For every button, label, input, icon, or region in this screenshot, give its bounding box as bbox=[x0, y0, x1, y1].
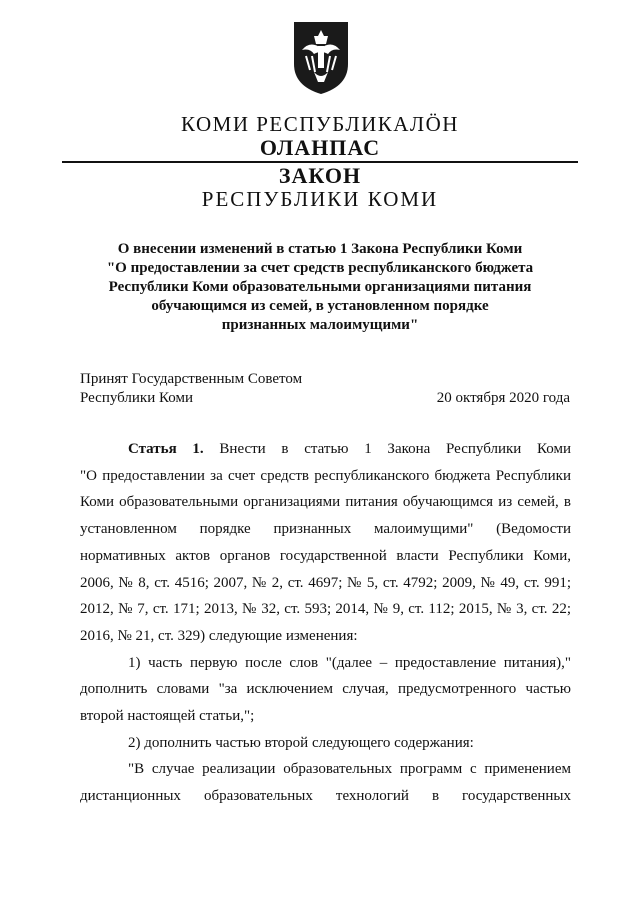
article-first-line bbox=[80, 436, 571, 463]
adoption-note bbox=[80, 370, 302, 408]
item-1-line: дополнить словами "за исключением случая, предусмотренного частью bbox=[80, 681, 571, 698]
item-2-line: 2) дополнить частью второй следующего содержания: bbox=[128, 734, 474, 751]
header-line-olanpas: ОЛАНПАС bbox=[259, 135, 381, 160]
article-line: 2006, № 8, ст. 4516; 2007, № 2, ст. 4697; № 5, ст. 4792; 2009, № 49, ст. 991; bbox=[80, 574, 571, 591]
item-1-line: 1) часть первую после слов "(далее – предоставление питания)," bbox=[128, 654, 571, 671]
article-line: нормативных актов органов государственной власти Республики Коми, bbox=[80, 547, 571, 564]
article-line: Коми образовательными организациями питания обучающимся из семей, в bbox=[80, 494, 571, 511]
adoption-line: Принят Государственным Советом bbox=[80, 371, 303, 387]
subject-line: О внесении изменений в статью 1 Закона Республики Коми bbox=[117, 241, 523, 257]
header-line-komi: КОМИ РЕСПУБЛИКАЛӦН bbox=[181, 112, 459, 136]
item-1-line: второй настоящей статьи,"; bbox=[80, 708, 255, 725]
article-line: установленном порядке признанных малоимущими" (Ведомости bbox=[80, 521, 571, 538]
subject-line: "О предоставлении за счет средств республиканского бюджета bbox=[106, 260, 534, 276]
adoption-date: 20 октября 2020 года bbox=[436, 390, 570, 406]
subject-line: признанных малоимущими" bbox=[221, 317, 419, 333]
article-line: 2016, № 21, ст. 329) следующие изменения: bbox=[80, 627, 358, 644]
article-line: "О предоставлении за счет средств республиканского бюджета Республики bbox=[80, 467, 571, 484]
article-body bbox=[80, 436, 571, 810]
article-label: Статья 1. bbox=[128, 441, 204, 457]
header-line-republic: РЕСПУБЛИКИ КОМИ bbox=[201, 187, 439, 211]
law-subject bbox=[70, 240, 570, 335]
quote-line: дистанционных образовательных технологий в государственных bbox=[80, 788, 571, 805]
article-line: 2012, № 7, ст. 171; 2013, № 32, ст. 593; 2014, № 9, ст. 112; 2015, № 3, ст. 22; bbox=[80, 601, 571, 618]
adoption-line: Республики Коми bbox=[80, 390, 193, 406]
header-line-zakon: ЗАКОН bbox=[278, 163, 362, 188]
subject-line: Республики Коми образовательными организациями питания bbox=[108, 279, 532, 295]
subject-line: обучающимся из семей, в установленном порядке bbox=[151, 298, 489, 314]
komi-coat-of-arms-icon bbox=[292, 20, 350, 96]
quote-line: "В случае реализации образовательных программ с применением bbox=[128, 761, 571, 778]
article-first-text: Внести в статью 1 Закона Республики Коми bbox=[203, 441, 571, 457]
